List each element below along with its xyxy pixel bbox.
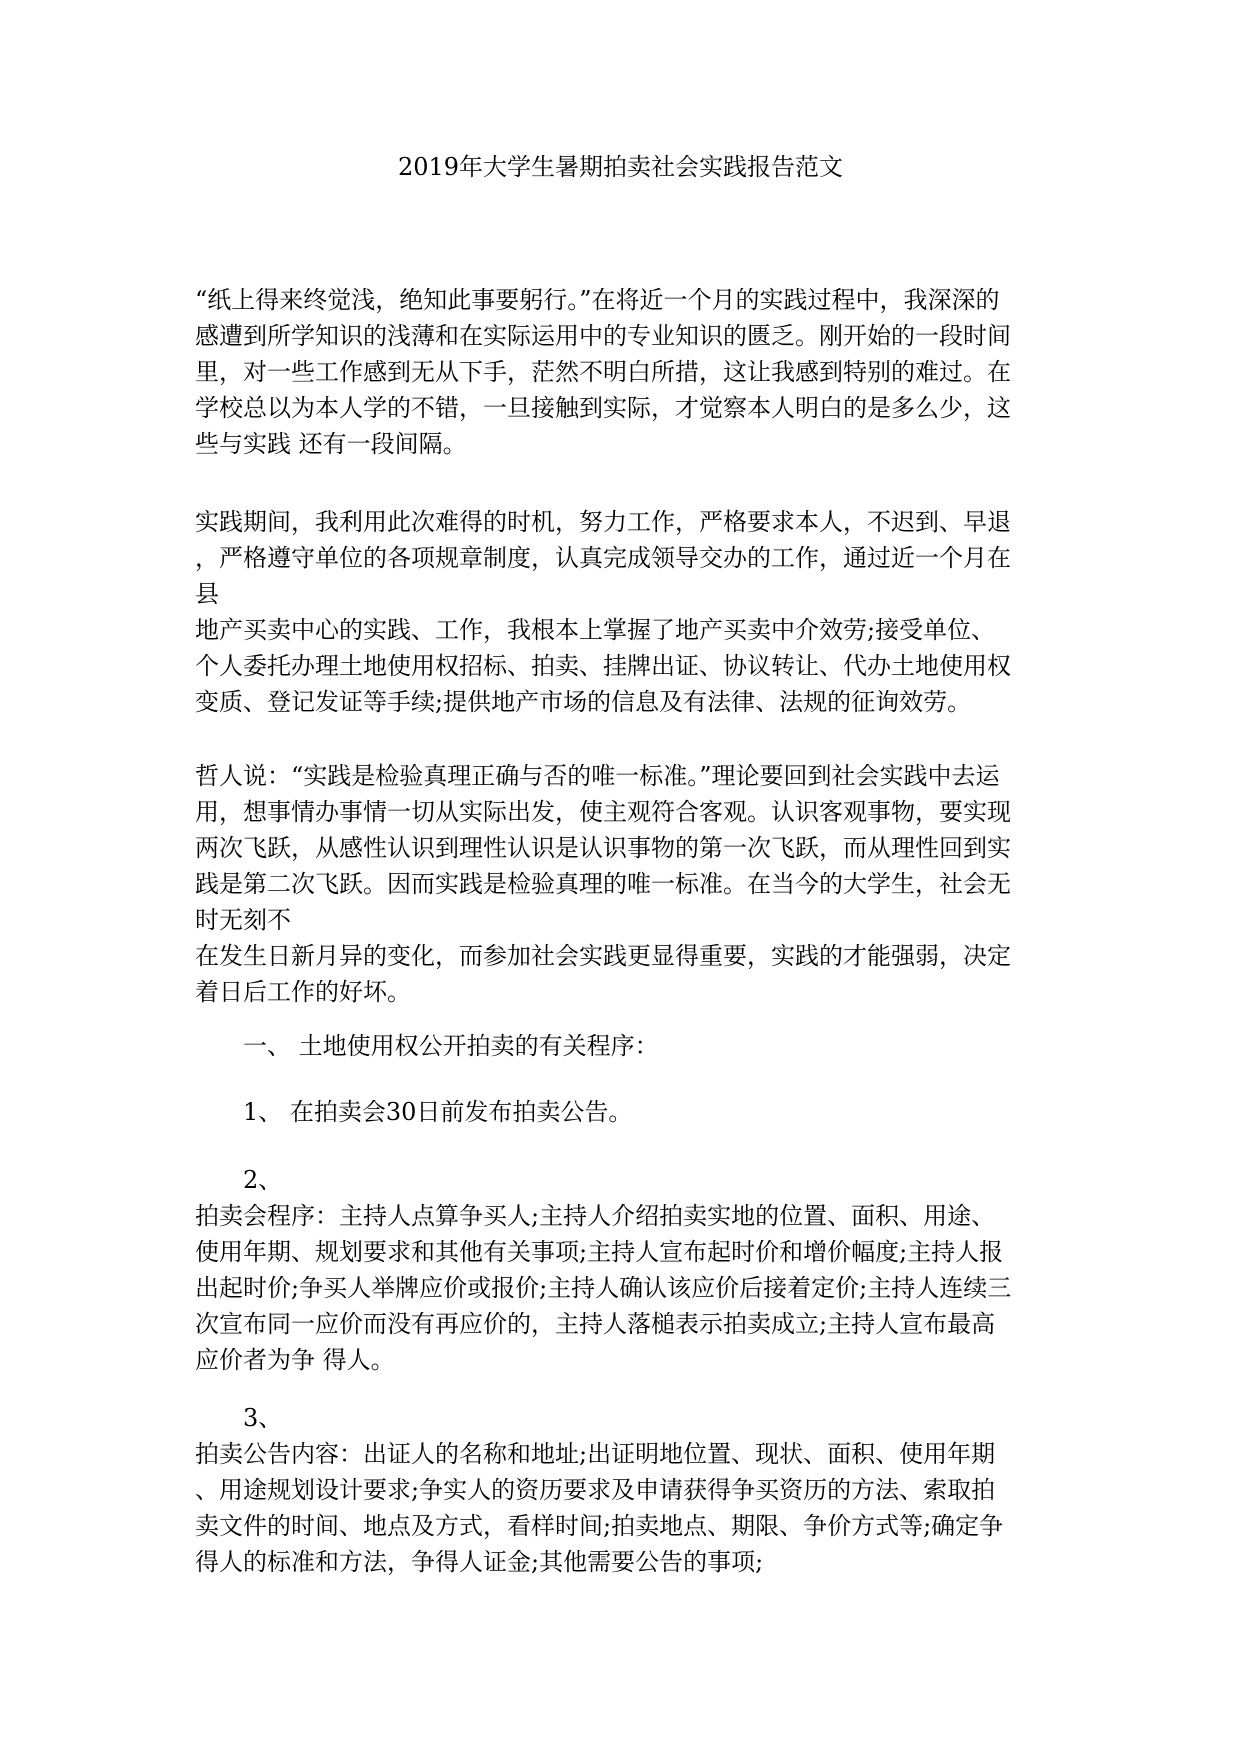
text-line: 践是第二次飞跃。因而实践是检验真理的唯一标准。在当今的大学生，社会无 — [195, 870, 1011, 898]
text-line: 使用年期、规划要求和其他有关事项;主持人宣布起时价和增价幅度;主持人报 — [195, 1238, 1004, 1266]
text-line: 学校总以为本人学的不错，一旦接触到实际，才觉察本人明白的是多么少，这 — [195, 394, 1011, 422]
text-line: ，严格遵守单位的各项规章制度，认真完成领导交办的工作，通过近一个月在 — [195, 544, 1011, 572]
list-item-3 — [195, 1400, 1055, 1580]
text-line: 、用途规划设计要求;争实人的资历要求及申请获得争买资历的方法、索取拍 — [195, 1476, 996, 1504]
text-line: 感遭到所学知识的浅薄和在实际运用中的专业知识的匮乏。刚开始的一段时间 — [195, 322, 1011, 350]
text-line: 两次飞跃，从感性认识到理性认识是认识事物的第一次飞跃，而从理性回到实 — [195, 834, 1011, 862]
text-line: “纸上得来终觉浅，绝知此事要躬行。”在将近一个月的实践过程中，我深深的 — [195, 286, 1000, 314]
text-line: 些与实践 还有一段间隔。 — [195, 430, 467, 458]
text-line: 实践期间，我利用此次难得的时机，努力工作，严格要求本人，不迟到、早退 — [195, 508, 1011, 536]
paragraph-3 — [195, 758, 1055, 1010]
text-line: 哲人说：“实践是检验真理正确与否的唯一标准。”理论要回到社会实践中去运 — [195, 762, 1000, 790]
text-line: 个人委托办理土地使用权招标、拍卖、挂牌出证、协议转让、代办土地使用权 — [195, 652, 1011, 680]
text-line: 得人的标准和方法，争得人证金;其他需要公告的事项; — [195, 1548, 764, 1576]
text-line: 拍卖公告内容：出证人的名称和地址;出证明地位置、现状、面积、使用年期 — [195, 1440, 996, 1468]
text-line: 一、 土地使用权公开拍卖的有关程序： — [243, 1032, 659, 1060]
text-line: 次宣布同一应价而没有再应价的，主持人落槌表示拍卖成立;主持人宣布最高 — [195, 1310, 996, 1338]
item-number: 2、 — [243, 1166, 283, 1194]
section-heading — [195, 1028, 1103, 1064]
document-title: 2019年大学生暑期拍卖社会实践报告范文 — [397, 153, 844, 181]
list-item-1 — [195, 1094, 1103, 1130]
text-line: 地产买卖中心的实践、工作，我根本上掌握了地产买卖中介效劳;接受单位、 — [195, 616, 996, 644]
paragraph-2 — [195, 504, 1055, 720]
text-line: 时无刻不 — [195, 906, 291, 934]
text-line: 应价者为争 得人。 — [195, 1346, 395, 1374]
text-line: 卖文件的时间、地点及方式，看样时间;拍卖地点、期限、争价方式等;确定争 — [195, 1512, 1004, 1540]
text-line: 1、 在拍卖会30日前发布拍卖公告。 — [243, 1098, 633, 1126]
text-line: 里，对一些工作感到无从下手，茫然不明白所措，这让我感到特别的难过。在 — [195, 358, 1011, 386]
text-line: 用，想事情办事情一切从实际出发，使主观符合客观。认识客观事物，要实现 — [195, 798, 1011, 826]
text-line: 在发生日新月异的变化，而参加社会实践更显得重要，实践的才能强弱，决定 — [195, 942, 1011, 970]
list-item-2 — [195, 1162, 1055, 1378]
text-line: 着日后工作的好坏。 — [195, 978, 411, 1006]
text-line: 县 — [195, 580, 219, 608]
item-number: 3、 — [243, 1404, 283, 1432]
text-line: 拍卖会程序：主持人点算争买人;主持人介绍拍卖实地的位置、面积、用途、 — [195, 1202, 996, 1230]
paragraph-1 — [195, 282, 1055, 462]
text-line: 出起时价;争买人举牌应价或报价;主持人确认该应价后接着定价;主持人连续三 — [195, 1274, 1012, 1302]
text-line: 变质、登记发证等手续;提供地产市场的信息及有法律、法规的征询效劳。 — [195, 688, 972, 716]
